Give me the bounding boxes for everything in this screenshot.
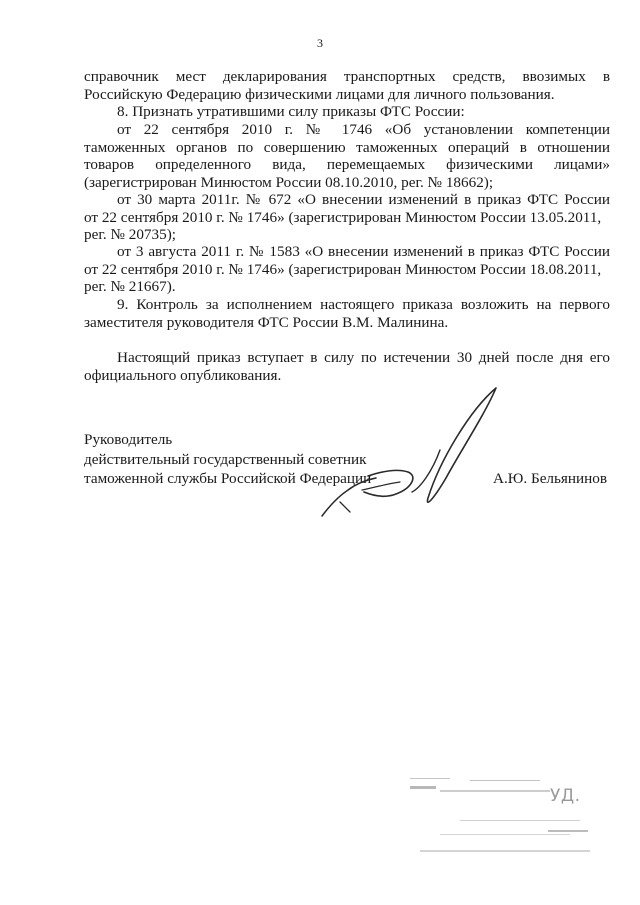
text-line: от 3 августа 2011 г. № 1583 «О внесении изменений в приказ ФТС России [117,243,610,260]
signatory-title-line: таможенной службы Российской Федерации [84,470,372,487]
text-line: 8. Признать утратившими силу приказы ФТС России: [117,103,465,120]
item-9-control [84,296,610,331]
text-line: заместителя руководителя ФТС России В.М. Малинина. [84,313,449,331]
paragraph-continuation [84,68,610,103]
text-line: Российскую Федерацию физическими лицами для личного пользования. [84,85,555,103]
signer-name: А.Ю. Бельянинов [493,470,608,487]
signatory-title-line: Руководитель [84,431,173,448]
text-line: рег. № 21667). [84,278,176,295]
repealed-order-672 [84,191,610,244]
signatory-title-line: действительный государственный советник [84,450,367,468]
text-line: от 30 марта 2011г. № 672 «О внесении изменений в приказ ФТС России [117,191,610,208]
text-line: рег. № 20735); [84,226,176,243]
repealed-order-1583 [84,243,610,296]
text-line: (зарегистрирован Минюстом России 08.10.2010, рег. № 18662); [84,173,494,191]
text-line: Настоящий приказ вступает в силу по истечении 30 дней после дня его [117,349,610,366]
repealed-order-1746 [84,121,610,191]
text-line: от 22 сентября 2010 г. № 1746» (зарегистрирован Минюстом России 18.08.2011, [84,260,602,278]
handwritten-signature [300,380,510,520]
text-line: от 22 сентября 2010 г. № 1746 «Об установлении компетенции [117,121,610,138]
text-line: 9. Контроль за исполнением настоящего приказа возложить на первого [117,296,610,313]
effective-date-paragraph [84,349,610,384]
text-line: товаров определенного вида, перемещаемых физическими лицами» [84,156,610,173]
text-line: официального опубликования. [84,366,282,384]
text-line: от 22 сентября 2010 г. № 1746» (зарегистрирован Минюстом России 13.05.2011, [84,208,602,226]
faded-stamp [400,770,600,870]
text-line: справочник мест декларирования транспортных средств, ввозимых в [84,68,610,85]
stamp-text: УД. [550,786,581,806]
text-line: таможенных органов по совершению таможенных операций в отношении [84,138,610,156]
page-number: 3 [317,36,323,50]
item-8-heading [84,103,610,121]
